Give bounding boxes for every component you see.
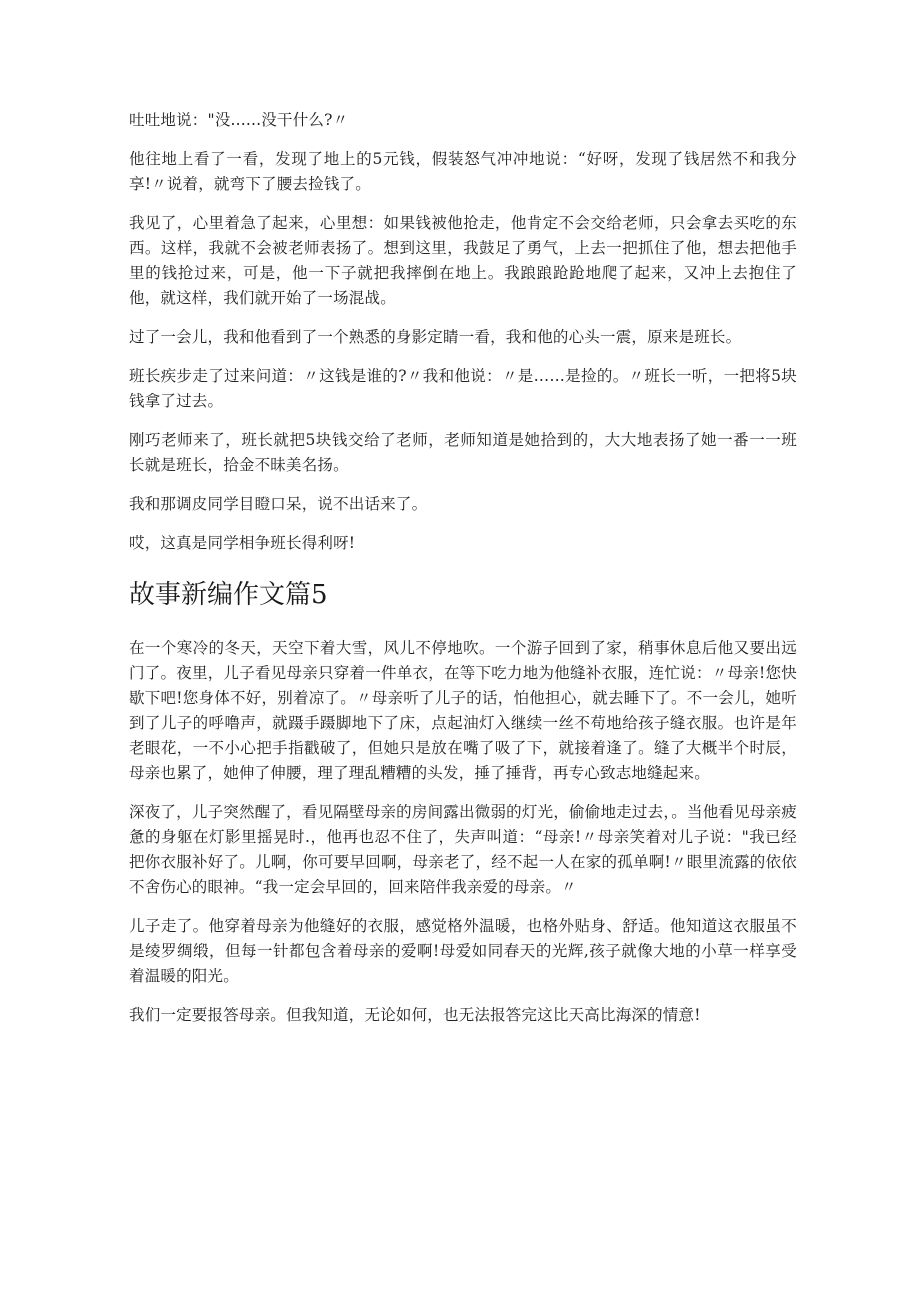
paragraph: 哎，这真是同学相争班长得利呀! (129, 534, 356, 552)
paragraph: 深夜了，儿子突然醒了，看见隔壁母亲的房间露出微弱的灯光，偷偷地走过去，。当他看见母亲疲惫的身躯在灯影里摇晃时.，他再也忍不住了，失声叫道：“母亲!〃母亲笑着对儿子说："我已经把你衣服补好了。儿啊，你可要早回啊，母亲老了，经不起一人在家的孤单啊!〃眼里流露的依依不舍伤心的眼神。“我一定会早回的，回来陪伴我亲爱的母亲。〃 (129, 803, 797, 896)
paragraph: 我和那调皮同学目瞪口呆，说不出话来了。 (129, 495, 428, 513)
paragraph: 儿子走了。他穿着母亲为他缝好的衣服，感觉格外温暖，也格外贴身、舒适。他知道这衣服虽不是绫罗绸缎，但每一针都包含着母亲的爱啊!母爱如同春天的光辉,孩子就像大地的小草一样享受着温暖的阳光。 (129, 917, 797, 985)
paragraph: 他往地上看了一看，发现了地上的5元钱，假装怒气冲冲地说：“好呀，发现了钱居然不和我分享!〃说着，就弯下了腰去捡钱了。 (129, 150, 797, 193)
paragraph: 过了一会儿，我和他看到了一个熟悉的身影定睛一看，我和他的心头一震，原来是班长。 (129, 328, 742, 346)
paragraph: 吐吐地说："没......没干什么?〃 (129, 111, 349, 129)
paragraph: 刚巧老师来了，班长就把5块钱交给了老师，老师知道是她拾到的，大大地表扬了她一番一一班长就是班长，拾金不昧美名扬。 (129, 431, 797, 474)
paragraph: 班长疾步走了过来问道：〃这钱是谁的?〃我和他说：〃是……是捡的。〃班长一听，一把将5块钱拿了过去。 (129, 367, 797, 410)
paragraph: 在一个寒冷的冬天，天空下着大雪，风儿不停地吹。一个游子回到了家，稍事休息后他又要出远门了。夜里，儿子看见母亲只穿着一件单衣，在等下吃力地为他缝补衣服，连忙说：〃母亲!您快歇下吧!您身体不好，别着凉了。〃母亲听了儿子的话，怕他担心，就去睡下了。不一会儿，她听到了儿子的呼噜声，就蹑手蹑脚地下了床，点起油灯入继续一丝不苟地给孩子缝衣服。也许是年老眼花，一不小心把手指戳破了，但她只是放在嘴了吸了下，就接着逢了。缝了大概半个时辰，母亲也累了，她伸了伸腰，理了理乱糟糟的头发，捶了捶背，再专心致志地缝起来。 (129, 639, 797, 782)
section-heading: 故事新编作文篇5 (129, 580, 328, 610)
paragraph: 我们一定要报答母亲。但我知道，无论如何，也无法报答完这比天高比海深的情意! (129, 1006, 701, 1024)
paragraph: 我见了，心里着急了起来，心里想：如果钱被他抢走，他肯定不会交给老师，只会拿去买吃的东西。这样，我就不会被老师表扬了。想到这里，我鼓足了勇气，上去一把抓住了他，想去把他手里的钱抢过来，可是，他一下子就把我摔倒在地上。我踉踉跄跄地爬了起来，又冲上去抱住了他，就这样，我们就开始了一场混战。 (129, 214, 797, 307)
document-page (129, 108, 797, 1042)
